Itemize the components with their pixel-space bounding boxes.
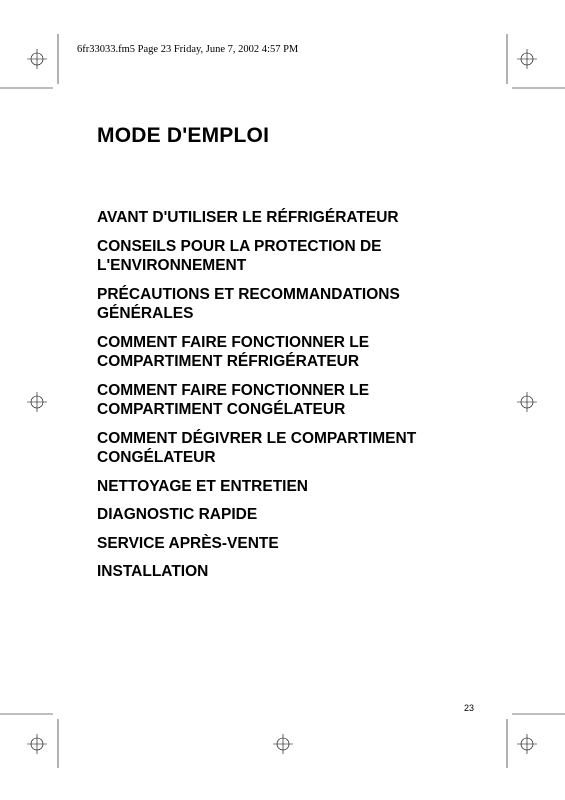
toc-item-installation [97, 562, 477, 582]
toc-item-congelateur [97, 381, 477, 420]
toc-item-line: COMMENT DÉGIVRER LE COMPARTIMENT [97, 429, 417, 447]
toc-item-conseils-environnement [97, 237, 477, 276]
toc-item-degivrer [97, 429, 477, 468]
registration-mark-icon [517, 49, 537, 69]
toc-item-nettoyage [97, 477, 477, 497]
page-number: 23 [464, 703, 475, 713]
toc-item-line: AVANT D'UTILISER LE RÉFRIGÉRATEUR [97, 209, 399, 226]
toc-item-line: DIAGNOSTIC RAPIDE [97, 506, 258, 523]
toc-item-line: PRÉCAUTIONS ET RECOMMANDATIONS [97, 285, 400, 303]
toc-item-line: GÉNÉRALES [97, 305, 194, 322]
toc-item-avant-utiliser [97, 208, 477, 228]
toc-item-refrigerateur [97, 333, 477, 372]
table-of-contents [97, 208, 477, 591]
registration-mark-icon [27, 392, 47, 412]
toc-item-service [97, 534, 477, 554]
registration-mark-icon [273, 734, 293, 754]
file-info-header: 6fr33033.fm5 Page 23 Friday, June 7, 2002 4:57 PM [77, 44, 299, 55]
toc-item-line: INSTALLATION [97, 563, 209, 580]
registration-mark-icon [517, 734, 537, 754]
toc-item-line: L'ENVIRONNEMENT [97, 257, 247, 274]
registration-mark-icon [27, 734, 47, 754]
registration-mark-icon [27, 49, 47, 69]
toc-item-line: NETTOYAGE ET ENTRETIEN [97, 477, 309, 495]
page-title: MODE D'EMPLOI [97, 124, 270, 147]
toc-item-line: COMMENT FAIRE FONCTIONNER LE [97, 381, 370, 399]
toc-item-line: COMPARTIMENT CONGÉLATEUR [97, 401, 346, 418]
toc-item-diagnostic [97, 505, 477, 525]
toc-item-line: COMPARTIMENT RÉFRIGÉRATEUR [97, 353, 360, 370]
toc-item-precautions [97, 285, 477, 324]
registration-mark-icon [517, 392, 537, 412]
toc-item-line: COMMENT FAIRE FONCTIONNER LE [97, 333, 370, 351]
toc-item-line: CONSEILS POUR LA PROTECTION DE [97, 237, 382, 255]
toc-item-line: SERVICE APRÈS-VENTE [97, 534, 279, 552]
toc-item-line: CONGÉLATEUR [97, 449, 216, 466]
